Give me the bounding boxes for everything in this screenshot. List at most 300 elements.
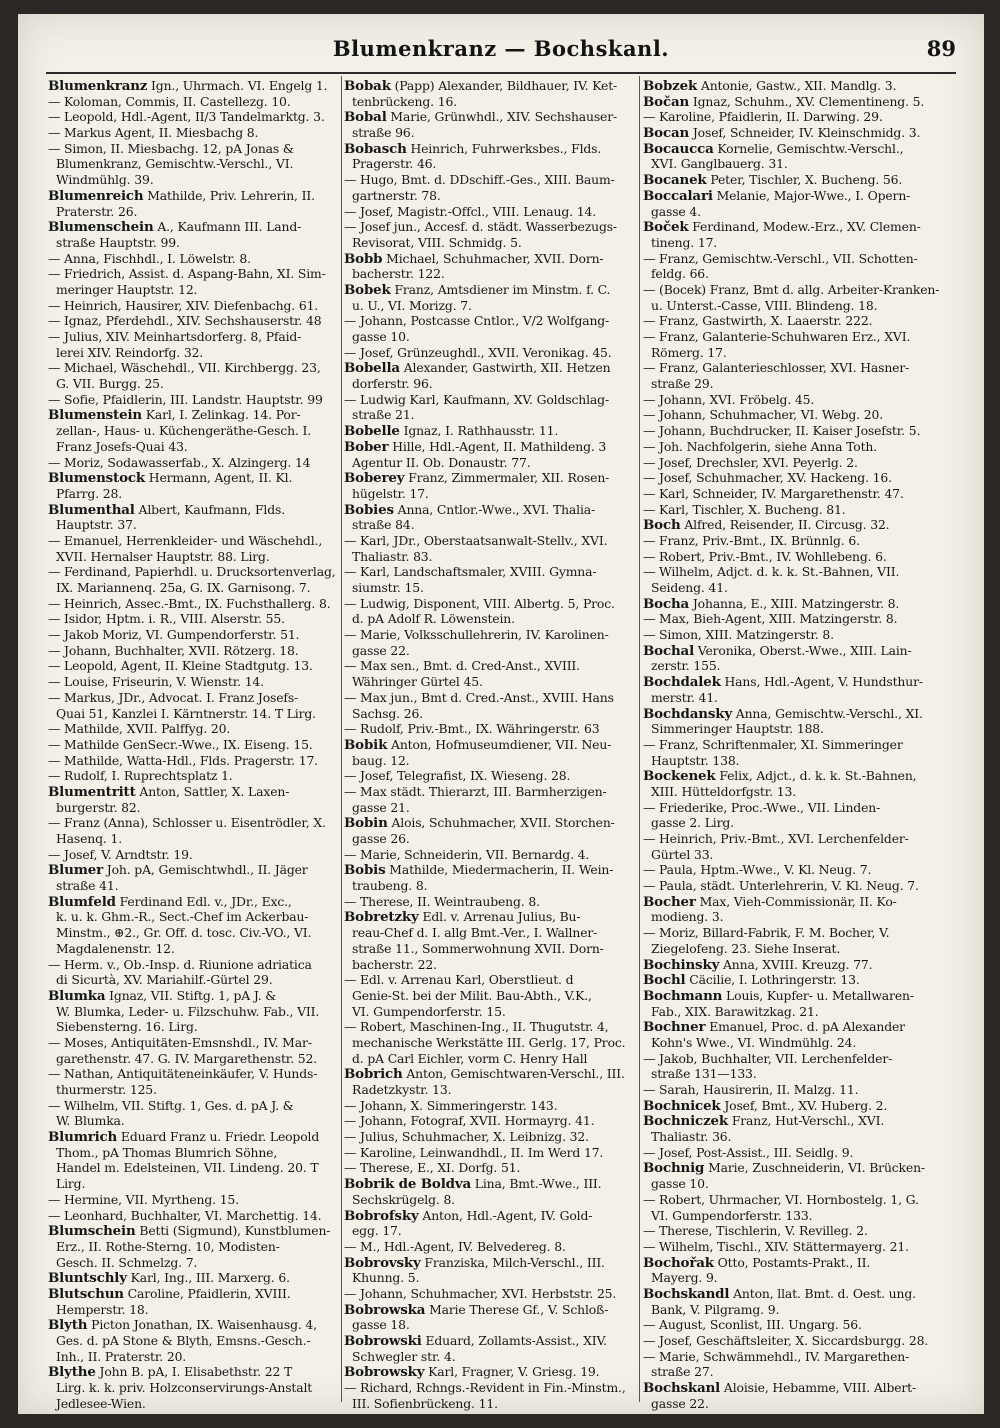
directory-entry-line	[643, 502, 935, 518]
directory-entry	[643, 957, 935, 973]
directory-entry-line	[48, 690, 340, 706]
entry-text: Hans, Hdl.-Agent, V. Hundsthur-	[720, 674, 923, 690]
directory-entry-line	[344, 407, 636, 423]
directory-entry-line	[48, 737, 340, 753]
entry-surname: Bockenek	[643, 768, 716, 785]
entry-text: — Rudolf, Priv.-Bmt., IX. Währingerstr. 63	[344, 721, 600, 737]
entry-text: — Franz, Galanterie-Schuhwaren Erz., XVI.	[643, 329, 911, 344]
entry-text: — Mathilde, XVII. Palffyg. 20.	[48, 721, 231, 737]
directory-entry-line	[344, 784, 636, 800]
directory-entry-line	[48, 125, 340, 141]
directory-entry-line	[48, 972, 340, 988]
entry-surname: Bobrovsky	[344, 1254, 421, 1271]
directory-entry	[643, 94, 935, 110]
entry-text: gasse 18.	[352, 1317, 410, 1333]
entry-text: Alfred, Reisender, II. Circusg. 32.	[680, 517, 890, 533]
directory-entry-line	[344, 643, 636, 659]
entry-text: Khunng. 5.	[352, 1270, 420, 1286]
entry-surname: Bobelle	[344, 423, 400, 440]
directory-entry-line	[643, 455, 935, 471]
directory-entry	[344, 502, 636, 518]
entry-text: burgerstr. 82.	[56, 799, 141, 815]
entry-text: reau-Chef d. I. allg Bmt.-Ver., I. Wallner-	[352, 925, 598, 941]
directory-entry-line	[48, 439, 340, 455]
directory-entry-line	[643, 1176, 935, 1192]
directory-entry	[643, 988, 935, 1004]
directory-entry-line	[48, 329, 340, 345]
directory-entry-line	[643, 878, 935, 894]
entry-text: — Edl. v. Arrenau Karl, Oberstlieut. d	[344, 972, 574, 988]
entry-surname: Bobrowska	[344, 1301, 426, 1318]
entry-text: — Therese, Tischlerin, V. Revilleg. 2.	[643, 1223, 868, 1239]
directory-entry-line	[344, 549, 636, 565]
entry-text: — Herm. v., Ob.-Insp. d. Riunione adriatica	[48, 956, 312, 972]
entry-text: — Johann, Schuhmacher, XVI. Herbststr. 25.	[344, 1285, 617, 1301]
directory-entry	[643, 674, 935, 690]
entry-text: di Sicurtà, XV. Mariahilf.-Gürtel 29.	[56, 972, 273, 988]
directory-entry-line	[643, 1145, 935, 1161]
directory-entry	[344, 78, 636, 94]
entry-text: (Papp) Alexander, Bildhauer, IV. Ket-	[390, 78, 618, 93]
entry-text: — Franz, Galanterieschlosser, XVI. Hasner-	[643, 360, 910, 376]
entry-text: — Josef, Grünzeughdl., XVII. Veronikag. 45.	[344, 344, 612, 360]
directory-entry-line	[344, 878, 636, 894]
entry-text: Seideng. 41.	[651, 580, 728, 595]
directory-entry-line	[48, 1349, 340, 1365]
directory-entry	[48, 407, 340, 423]
directory-entry-line	[48, 1302, 340, 1318]
entry-text: Karl, Ing., III. Marxerg. 6.	[126, 1270, 290, 1286]
directory-entry-line	[344, 517, 636, 533]
directory-entry-line	[643, 1270, 935, 1286]
entry-text: Heinrich, Fuhrwerksbes., Flds.	[406, 140, 602, 156]
entry-text: — Marie, Volksschullehrerin, IV. Karolinen-	[344, 627, 609, 643]
directory-entry	[48, 502, 340, 518]
entry-text: Anton, Hofmuseumdiener, VII. Neu-	[387, 736, 612, 752]
directory-entry	[48, 894, 340, 910]
entry-text: — Sofie, Pfaidlerin, III. Landstr. Hauptstr. 99	[48, 391, 323, 407]
entry-text: straße 96.	[352, 125, 415, 141]
directory-entry-line	[643, 298, 935, 314]
entry-text: Revisorat, VIII. Schmidg. 5.	[352, 234, 522, 250]
entry-text: Thaliastr. 83.	[352, 548, 433, 564]
directory-entry-line	[643, 360, 935, 376]
directory-entry-line	[643, 204, 935, 220]
entry-text: Aloisie, Hebamme, VIII. Albert-	[720, 1380, 917, 1396]
entry-text: — Karl, JDr., Oberstaatsanwalt-Stellv., XVI.	[344, 532, 608, 548]
entry-text: — Friederike, Proc.-Wwe., VII. Linden-	[643, 799, 881, 815]
directory-entry-line	[48, 392, 340, 408]
entry-text: merstr. 41.	[651, 689, 718, 705]
entry-text: — M., Hdl.-Agent, IV. Belvedereg. 8.	[344, 1238, 566, 1254]
entry-surname: Bobasch	[344, 140, 407, 157]
entry-text: — Marie, Schneiderin, VII. Bernardg. 4.	[344, 846, 590, 862]
directory-entry	[344, 862, 636, 878]
directory-entry-line	[48, 1051, 340, 1067]
entry-text: — Max, Bieh-Agent, XIII. Matzingerstr. 8.	[643, 611, 898, 627]
entry-text: VI. Gumpendorferstr. 15.	[352, 1003, 506, 1019]
entry-text: — Johann, Schuhmacher, VI. Webg. 20.	[643, 407, 883, 423]
directory-entry-line	[643, 1239, 935, 1255]
entry-text: — Josef, V. Arndtstr. 19.	[48, 846, 193, 862]
entry-text: Eduard Franz u. Friedr. Leopold	[117, 1129, 320, 1145]
directory-entry-line	[48, 753, 340, 769]
entry-text: Otto, Postamts-Prakt., II.	[713, 1254, 871, 1270]
directory-column-1	[48, 78, 340, 1411]
entry-surname: Blutschun	[48, 1285, 124, 1302]
directory-entry-line	[48, 1208, 340, 1224]
directory-entry-line	[48, 909, 340, 925]
entry-text: Anton, Hdl.-Agent, IV. Gold-	[418, 1207, 593, 1223]
directory-entry	[344, 909, 636, 925]
entry-text: Karl, I. Zelinkag. 14. Por-	[141, 407, 301, 423]
directory-entry-line	[344, 564, 636, 580]
entry-text: thurmerstr. 125.	[56, 1082, 157, 1097]
directory-entry-line	[643, 941, 935, 957]
directory-entry-line	[48, 1160, 340, 1176]
directory-entry-line	[48, 1145, 340, 1161]
entry-text: Schwegler str. 4.	[352, 1348, 456, 1364]
entry-text: Veronika, Oberst.-Wwe., XIII. Lain-	[694, 642, 912, 658]
directory-entry-line	[48, 1082, 340, 1098]
entry-text: Kornelie, Gemischtw.-Verschl.,	[713, 140, 904, 156]
directory-entry-line	[344, 1098, 636, 1114]
entry-surname: Blumenkranz	[48, 78, 148, 94]
entry-surname: Bochl	[643, 972, 686, 989]
entry-text: XVI. Ganglbauerg. 31.	[651, 156, 788, 172]
directory-entry-line	[344, 235, 636, 251]
entry-surname: Boberey	[344, 470, 405, 487]
entry-text: — Robert, Uhrmacher, VI. Hornbostelg. 1, G.	[643, 1191, 919, 1207]
entry-text: Praterstr. 26.	[56, 203, 138, 219]
directory-entry	[48, 188, 340, 204]
directory-entry-line	[48, 831, 340, 847]
directory-entry-line	[344, 172, 636, 188]
entry-text: W. Blumka.	[56, 1113, 125, 1129]
entry-surname: Bochniczek	[643, 1113, 729, 1130]
entry-surname: Blumenreich	[48, 187, 144, 204]
entry-text: Thaliastr. 36.	[651, 1129, 732, 1145]
directory-entry-line	[344, 768, 636, 784]
entry-text: — Moriz, Sodawasserfab., X. Alzingerg. 14	[48, 454, 311, 470]
entry-text: Handel m. Edelsteinen, VII. Lindeng. 20. T	[56, 1160, 319, 1176]
directory-entry-line	[48, 878, 340, 894]
directory-entry-line	[48, 533, 340, 549]
entry-text: Quai 51, Kanzlei I. Kärntnerstr. 14. T Lirg.	[56, 705, 316, 721]
entry-text: d. pA Adolf R. Löwenstein.	[352, 611, 515, 627]
entry-text: gasse 4.	[651, 203, 701, 219]
entry-text: Agentur II. Ob. Donaustr. 77.	[352, 454, 531, 470]
entry-text: straße 84.	[352, 517, 415, 533]
directory-entry-line	[344, 156, 636, 172]
directory-entry-line	[643, 847, 935, 863]
directory-entry-line	[48, 721, 340, 737]
entry-surname: Blumenstock	[48, 470, 146, 487]
directory-entry	[344, 737, 636, 753]
directory-entry-line	[344, 690, 636, 706]
directory-entry-line	[344, 1113, 636, 1129]
entry-text: — Marie, Schwämmehdl., IV. Margarethen-	[643, 1348, 910, 1364]
entry-text: — Hugo, Bmt. d. DDschiff.-Ges., XIII. Baum-	[344, 172, 615, 188]
entry-surname: Bobella	[344, 360, 400, 377]
entry-text: W. Blumka, Leder- u. Filzschuhw. Fab., VII.	[56, 1003, 320, 1019]
directory-entry-line	[48, 1239, 340, 1255]
directory-entry-line	[344, 1051, 636, 1067]
entry-text: Louis, Kupfer- u. Metallwaren-	[722, 987, 914, 1003]
entry-text: Magdalenenstr. 12.	[56, 940, 175, 956]
entry-surname: Bocher	[643, 893, 696, 910]
entry-text: G. VII. Burgg. 25.	[56, 376, 164, 392]
column-divider	[341, 76, 342, 1402]
entry-text: Ign., Uhrmach. VI. Engelg 1.	[147, 78, 328, 93]
directory-entry-line	[643, 753, 935, 769]
entry-surname: Boček	[643, 219, 689, 236]
entry-surname: Bochskanl	[643, 1380, 721, 1397]
directory-entry	[344, 1255, 636, 1271]
directory-entry-line	[48, 549, 340, 565]
directory-entry	[643, 643, 935, 659]
entry-text: — Friedrich, Assist. d. Aspang-Bahn, XI. Sim-	[48, 266, 326, 282]
directory-entry-line	[48, 1396, 340, 1412]
directory-entry-line	[48, 1176, 340, 1192]
entry-text: Ziegelofeng. 23. Siehe Inserat.	[651, 940, 841, 956]
entry-text: — Jakob Moriz, VI. Gumpendorferstr. 51.	[48, 627, 300, 643]
directory-entry-line	[643, 1223, 935, 1239]
entry-surname: Bocha	[643, 595, 690, 612]
entry-text: XIII. Hütteldorfgstr. 13.	[651, 783, 796, 799]
directory-entry	[344, 251, 636, 267]
entry-text: — Josef, Schuhmacher, XV. Hackeng. 16.	[643, 470, 892, 486]
entry-text: — Wilhelm, Adjct. d. k. k. St.-Bahnen, VII.	[643, 564, 900, 580]
entry-surname: Bochinsky	[643, 956, 720, 973]
entry-text: — Karl, Landschaftsmaler, XVIII. Gymna-	[344, 564, 597, 580]
entry-text: — Louise, Friseurin, V. Wienstr. 14.	[48, 674, 264, 690]
entry-text: — Wilhelm, VII. Stiftg. 1, Ges. d. pA J. &	[48, 1097, 294, 1113]
entry-text: — Karoline, Pfaidlerin, II. Darwing. 29.	[643, 109, 883, 125]
directory-entry-line	[344, 941, 636, 957]
directory-entry-line	[344, 627, 636, 643]
entry-text: A., Kaufmann III. Land-	[153, 219, 302, 235]
entry-text: — Sarah, Hausirerin, II. Malzg. 11.	[643, 1082, 859, 1097]
entry-text: Hauptstr. 37.	[56, 517, 137, 533]
entry-text: — Heinrich, Hausirer, XIV. Diefenbachg. 61.	[48, 297, 319, 313]
directory-entry-line	[344, 329, 636, 345]
entry-text: Hermann, Agent, II. Kl.	[145, 470, 293, 486]
entry-text: Johanna, E., XIII. Matzingerstr. 8.	[689, 595, 900, 611]
entry-text: hügelstr. 17.	[352, 485, 429, 501]
entry-text: Franz, Hut-Verschl., XVI.	[728, 1113, 885, 1129]
directory-entry	[643, 768, 935, 784]
entry-text: — Franz, Schriftenmaler, XI. Simmeringer	[643, 736, 903, 752]
directory-entry-line	[48, 172, 340, 188]
directory-column-3	[643, 78, 940, 1411]
directory-entry-line	[643, 1396, 935, 1412]
entry-text: u. U., VI. Morizg. 7.	[352, 297, 472, 313]
entry-text: — Max jun., Bmt d. Cred.-Anst., XVIII. Hans	[344, 689, 614, 705]
entry-text: — Jakob, Buchhalter, VII. Lerchenfelder-	[643, 1050, 893, 1066]
entry-text: Melanie, Major-Wwe., I. Opern-	[712, 187, 911, 203]
entry-text: — Joh. Nachfolgerin, siehe Anna Toth.	[643, 438, 878, 454]
entry-text: Erz., II. Rothe-Sterng. 10, Modisten-	[56, 1238, 280, 1254]
entry-text: straße 41.	[56, 878, 119, 894]
directory-entry-line	[48, 957, 340, 973]
entry-surname: Bobrofsky	[344, 1207, 419, 1224]
entry-surname: Blumentritt	[48, 783, 136, 800]
entry-text: — Richard, Rchngs.-Revident in Fin.-Minstm.,	[344, 1380, 626, 1396]
directory-entry	[48, 1129, 340, 1145]
entry-text: Franziska, Milch-Verschl., III.	[420, 1254, 605, 1270]
directory-entry-line	[643, 690, 935, 706]
directory-entry	[643, 172, 935, 188]
entry-surname: Bluntschly	[48, 1270, 127, 1287]
entry-surname: Bobrowski	[344, 1333, 422, 1349]
header-rule	[46, 72, 956, 74]
entry-text: d. pA Carl Eichler, vorm C. Henry Hall	[352, 1050, 588, 1066]
directory-entry	[643, 517, 935, 533]
entry-text: — Julius, XIV. Meinhartsdorferg. 8, Pfaid-	[48, 329, 302, 344]
entry-text: — Markus Agent, II. Miesbachg 8.	[48, 125, 259, 141]
directory-entry	[344, 1364, 636, 1380]
directory-entry-line	[48, 345, 340, 361]
directory-entry-line	[48, 251, 340, 267]
directory-entry	[48, 78, 340, 94]
entry-surname: Bobik	[344, 736, 388, 753]
entry-text: baug. 12.	[352, 752, 410, 768]
entry-surname: Bober	[344, 438, 389, 455]
entry-text: Lirg.	[56, 1176, 86, 1192]
directory-entry-line	[344, 1145, 636, 1161]
directory-entry-line	[48, 1098, 340, 1114]
directory-entry-line	[643, 376, 935, 392]
directory-entry-line	[48, 658, 340, 674]
directory-entry-line	[344, 345, 636, 361]
directory-entry-line	[344, 1223, 636, 1239]
directory-entry	[48, 219, 340, 235]
entry-text: straße 27.	[651, 1364, 714, 1380]
entry-text: Albert, Kaufmann, Flds.	[134, 501, 286, 517]
entry-surname: Bobak	[344, 78, 391, 94]
entry-text: — Julius, Schuhmacher, X. Leibnizg. 32.	[344, 1129, 589, 1145]
entry-text: Anton, Sattler, X. Laxen-	[135, 783, 290, 799]
entry-text: Ferdinand Edl. v., JDr., Exc.,	[115, 893, 292, 909]
directory-entry-line	[344, 1160, 636, 1176]
entry-text: garethenstr. 47. G. IV. Margarethenstr. 52.	[56, 1050, 318, 1066]
entry-text: Lirg. k. k. priv. Holzconservirungs-Anstalt	[56, 1380, 313, 1396]
directory-entry	[48, 862, 340, 878]
entry-text: — Max städt. Thierarzt, III. Barmherzigen-	[344, 783, 607, 799]
directory-entry-line	[48, 204, 340, 220]
entry-text: gasse 22.	[651, 1395, 709, 1411]
entry-surname: Bochdansky	[643, 705, 733, 722]
directory-entry	[643, 1255, 935, 1271]
directory-entry-line	[643, 737, 935, 753]
directory-entry-line	[344, 533, 636, 549]
entry-text: — Moriz, Billard-Fabrik, F. M. Bocher, V.	[643, 925, 890, 941]
entry-text: modieng. 3.	[651, 909, 724, 925]
directory-entry	[48, 784, 340, 800]
entry-text: Simmeringer Hauptstr. 188.	[651, 721, 824, 737]
directory-entry-line	[344, 1317, 636, 1333]
entry-surname: Bocan	[643, 125, 690, 142]
entry-text: — Johann, Buchdrucker, II. Kaiser Josefstr. 5.	[643, 423, 921, 439]
directory-entry-line	[344, 188, 636, 204]
directory-entry	[344, 282, 636, 298]
directory-entry	[643, 706, 935, 722]
directory-entry	[643, 1380, 935, 1396]
directory-entry-line	[48, 1192, 340, 1208]
entry-surname: Bochnicek	[643, 1097, 721, 1114]
directory-entry-line	[344, 831, 636, 847]
entry-text: — Paula, städt. Unterlehrerin, V. Kl. Neug. 7.	[643, 878, 919, 894]
entry-text: Marie, Grünwhdl., XIV. Sechshauser-	[386, 109, 618, 125]
directory-entry-line	[344, 957, 636, 973]
entry-text: — Leopold, Hdl.-Agent, II/3 Tandelmarktg. 3.	[48, 109, 325, 125]
directory-entry-line	[643, 1035, 935, 1051]
directory-entry-line	[643, 470, 935, 486]
directory-entry	[643, 219, 935, 235]
directory-entry-line	[643, 862, 935, 878]
directory-entry-line	[48, 815, 340, 831]
directory-entry-line	[48, 706, 340, 722]
entry-text: — Heinrich, Assec.-Bmt., IX. Fuchsthallerg. 8.	[48, 595, 331, 611]
entry-text: Alois, Schuhmacher, XVII. Storchen-	[387, 815, 615, 831]
directory-entry-line	[643, 235, 935, 251]
directory-entry	[344, 1333, 636, 1349]
directory-entry-line	[344, 706, 636, 722]
directory-entry-line	[643, 392, 935, 408]
directory-entry-line	[344, 753, 636, 769]
entry-text: Ignaz, VII. Stiftg. 1, pA J. &	[105, 987, 277, 1003]
directory-entry	[344, 1208, 636, 1224]
entry-text: IX. Mariannenq. 25a, G. IX. Garnisong. 7.	[56, 580, 311, 595]
entry-text: mechanische Werkstätte III. Gerlg. 17, Proc.	[352, 1034, 626, 1050]
directory-entry-line	[643, 1208, 935, 1224]
directory-entry-line	[643, 486, 935, 502]
entry-text: k. u. k. Ghm.-R., Sect.-Chef im Ackerbau-	[56, 909, 309, 925]
directory-entry-line	[48, 376, 340, 392]
directory-entry-line	[344, 925, 636, 941]
directory-entry-line	[643, 800, 935, 816]
directory-entry-line	[643, 156, 935, 172]
entry-text: Eduard, Zollamts-Assist., XIV.	[421, 1333, 607, 1348]
entry-text: Sechskrügelg. 8.	[352, 1191, 455, 1207]
directory-entry-line	[48, 282, 340, 298]
directory-entry-line	[344, 204, 636, 220]
directory-entry	[48, 988, 340, 1004]
directory-entry-line	[643, 345, 935, 361]
directory-entry-line	[643, 1129, 935, 1145]
directory-entry-line	[643, 1364, 935, 1380]
directory-entry-line	[643, 627, 935, 643]
entry-text: — Josef, Telegrafist, IX. Wieseng. 28.	[344, 768, 571, 784]
entry-text: gasse 10.	[352, 329, 410, 344]
entry-text: Bank, V. Pilgramg. 9.	[651, 1301, 780, 1317]
entry-text: Gesch. II. Schmelzg. 7.	[56, 1254, 198, 1270]
directory-entry-line	[48, 298, 340, 314]
entry-text: Währinger Gürtel 45.	[352, 674, 483, 690]
entry-text: — Anna, Fischhdl., I. Löwelstr. 8.	[48, 250, 251, 266]
entry-text: Anton, llat. Bmt. d. Oest. ung.	[729, 1285, 916, 1301]
entry-text: tenbrückeng. 16.	[352, 93, 458, 109]
page-number: 89	[926, 36, 956, 61]
directory-entry-line	[344, 611, 636, 627]
directory-entry	[48, 1286, 340, 1302]
entry-surname: Blumschein	[48, 1223, 136, 1240]
entry-text: Mathilde, Priv. Lehrerin, II.	[143, 187, 315, 203]
entry-text: — Therese, II. Weintraubeng. 8.	[344, 893, 540, 909]
entry-text: — Johann, XVI. Fröbelg. 45.	[643, 391, 815, 407]
entry-surname: Blumenschein	[48, 219, 154, 236]
